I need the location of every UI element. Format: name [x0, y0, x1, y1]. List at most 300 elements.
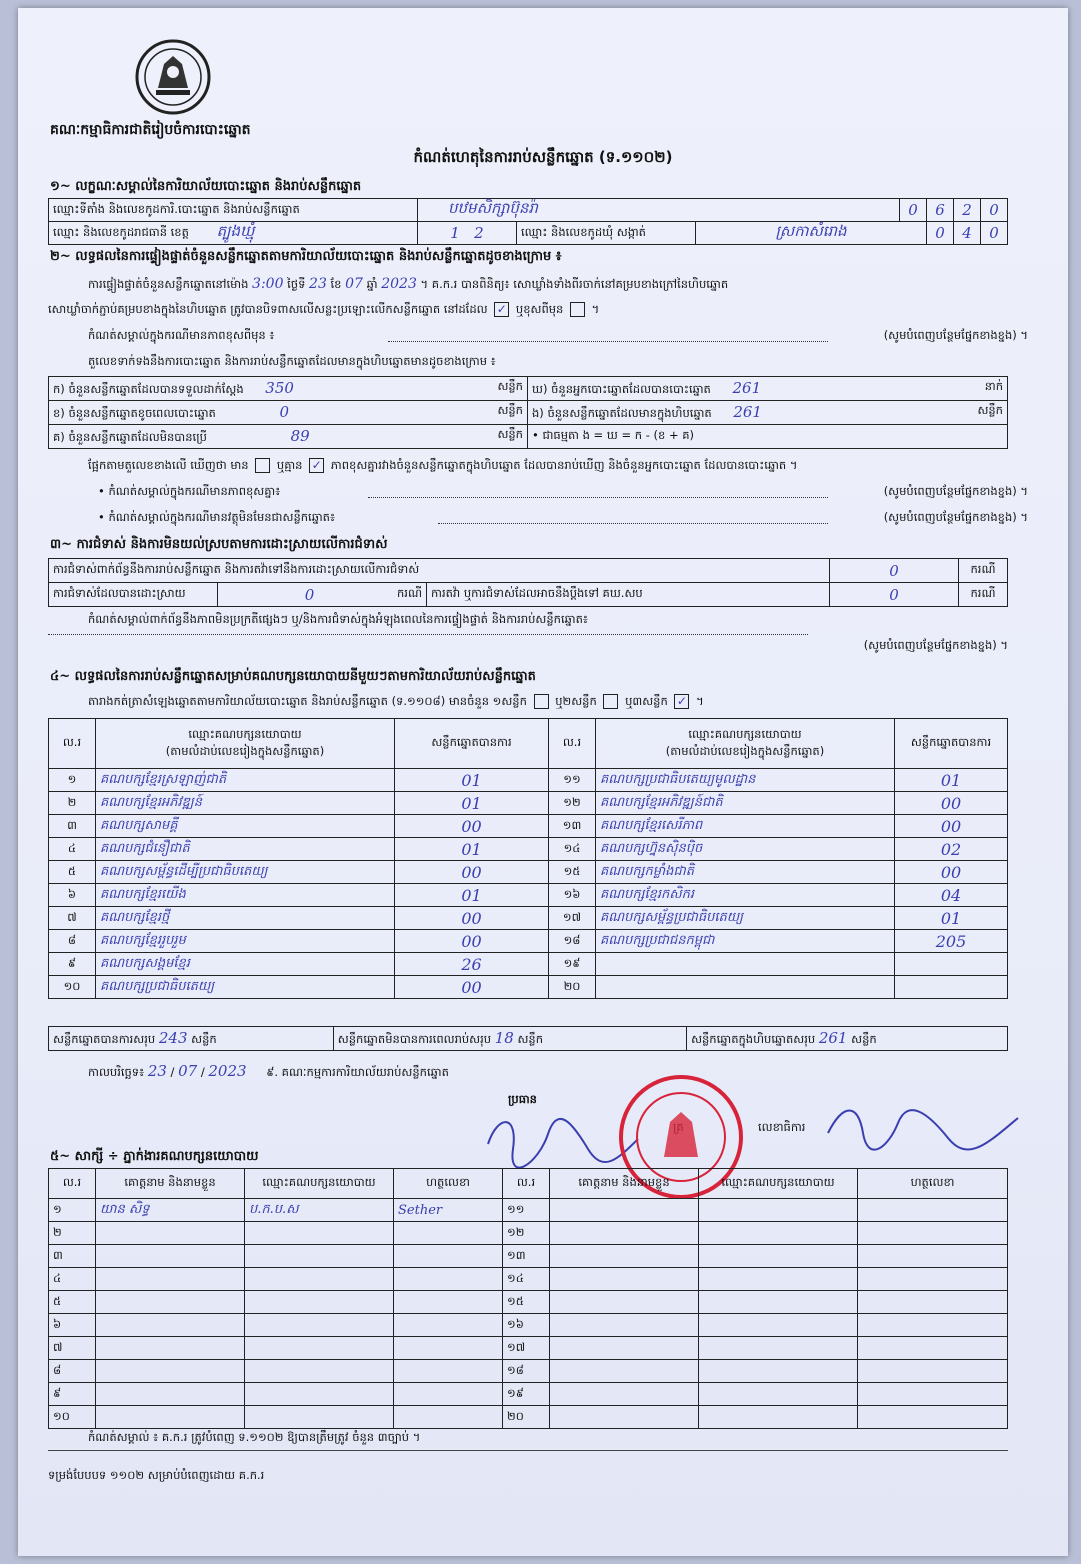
party-no: ២០: [549, 976, 596, 999]
witness-no: ១៣: [503, 1245, 550, 1268]
see-back-note: (សូមបំពេញបន្ថែមផ្នែកខាងខ្នង) ។: [883, 510, 1028, 524]
results-header-row: [49, 719, 1008, 769]
party-name: គណបក្សសម្ព័ន្ធប្រជាធិបតេយ្យ: [596, 907, 895, 930]
changed-checkbox[interactable]: [570, 302, 585, 317]
unused-ballots-label: គ) ចំនួនសន្លឹកឆ្នោតដែលមិនបានប្រើ: [53, 429, 207, 444]
witness-party: [699, 1406, 858, 1429]
seal-text: សោឃ្លាំចាក់ភ្ជាប់គម្របខាងក្នុងនៃហិបឆ្នោត ត្រូវបានបិទពាសលើសន្លះប្រឡោះលើកសន្លឹកឆ្នោត នៅដដែល: [48, 302, 488, 316]
party-votes: 26: [395, 953, 549, 976]
dotted-line: [438, 523, 828, 524]
valid-total-label: សន្លឹកឆ្នោតបានការសរុប: [53, 1031, 156, 1046]
witness-no: ២០: [503, 1406, 550, 1429]
commune-name: ស្រកាសំរោង: [696, 222, 927, 245]
party-votes: 00: [395, 861, 549, 884]
col-votes: សន្លឹកឆ្នោតបានការ: [895, 719, 1008, 769]
party-votes: 01: [395, 769, 549, 792]
ballots-received-value: 350: [265, 378, 294, 397]
verification-line: [88, 276, 728, 294]
voters-label: ឃ) ចំនួនអ្នកបោះឆ្នោតដែលបានបោះឆ្នោត: [532, 381, 711, 396]
period: ។: [696, 694, 704, 708]
verify-month: 07: [345, 276, 363, 292]
witness-party: [699, 1268, 858, 1291]
witness-party: [699, 1314, 858, 1337]
witness-row: [49, 1406, 1008, 1429]
party-no: ១១: [549, 769, 596, 792]
witness-name: [550, 1222, 699, 1245]
ballot-row: [49, 377, 1008, 401]
col-party-sub: (តាមលំដាប់លេខរៀងក្នុងសន្លឹកឆ្នោត): [165, 743, 325, 758]
witness-no: ១៥: [503, 1291, 550, 1314]
col-party-sub: (តាមលំដាប់លេខរៀងក្នុងសន្លឹកឆ្នោត): [665, 743, 825, 758]
witness-signature: [394, 1314, 503, 1337]
commune-label: ឈ្មោះ និងលេខកូដឃុំ សង្កាត់: [517, 222, 696, 245]
results-table: [48, 718, 1008, 999]
col-sign: ហត្ថលេខា: [858, 1169, 1008, 1199]
party-votes: 205: [895, 930, 1008, 953]
resolved-value: 0: [304, 585, 315, 604]
unit: សន្លឹក: [517, 1031, 544, 1046]
witness-name: [550, 1268, 699, 1291]
party-name: គណបក្សជំនឿជាតិ: [96, 838, 395, 861]
witness-party: ប.ក.ប.ស: [245, 1199, 394, 1222]
see-back-note: (សូមបំពេញបន្ថែមផ្នែកខាងខ្នង) ។: [863, 638, 1008, 652]
result-row: [49, 792, 1008, 815]
witness-no: ១៩: [503, 1383, 550, 1406]
witness-name: [550, 1245, 699, 1268]
party-no: ១៩: [549, 953, 596, 976]
witness-name: [550, 1337, 699, 1360]
province-code-digit: 1: [450, 224, 460, 242]
tally-intro: [88, 694, 704, 711]
witness-signature: [394, 1383, 503, 1406]
witness-name: [96, 1383, 245, 1406]
complaints-value: 0: [830, 559, 959, 583]
party-votes: 00: [395, 930, 549, 953]
section3-heading: ៣~ ការជំទាស់ និងការមិនយល់ស្របតាមការដោះស្រាយលើការជំទាស់: [50, 537, 388, 552]
witness-signature: [394, 1337, 503, 1360]
party-no: ៦: [49, 884, 96, 907]
spoiled-ballots-label: ខ) ចំនួនសន្លឹកឆ្នោតខូចពេលបោះឆ្នោត: [53, 405, 216, 420]
three-sheet-checkbox[interactable]: ✓: [674, 694, 689, 709]
witness-party: [245, 1406, 394, 1429]
witness-no: ១៦: [503, 1314, 550, 1337]
party-votes: 04: [895, 884, 1008, 907]
col-no: ល.រ: [549, 719, 596, 769]
year-label: ឆ្នាំ: [366, 277, 378, 291]
witness-no: ១៤: [503, 1268, 550, 1291]
valid-total-value: 243: [158, 1028, 188, 1047]
witness-no: ៤: [49, 1268, 96, 1291]
col-no: ល.រ: [49, 1169, 96, 1199]
party-no: ១៤: [549, 838, 596, 861]
section1-heading: ១~ លក្ខណៈសម្គាល់នៃការិយាល័យបោះឆ្នោត និងរាប់សន្លឹកឆ្នោត: [50, 179, 362, 194]
three-sheet-label: ឬ៣សន្លឹក: [625, 694, 668, 708]
witness-signature: [394, 1268, 503, 1291]
province-code-digit: 2: [474, 224, 484, 242]
witness-name: [550, 1383, 699, 1406]
party-name: គណបក្សហ្វ៊ុនស៊ិនប៉ិច: [596, 838, 895, 861]
irregularity-note: កំណត់សម្គាល់ពាក់ព័ន្ធនឹងភាពមិនប្រក្រតីផ្សេងៗ ឬ/និងការជំទាស់ក្នុងអំឡុងពេលនៃការផ្ទៀងផ្ទាត់ និងការរាប់សន្លឹកឆ្នោត៖: [88, 612, 588, 626]
party-votes: 00: [895, 815, 1008, 838]
difference-note-label: • កំណត់សម្គាល់ក្នុងករណីមានភាពខុសគ្នា៖: [98, 484, 281, 498]
witness-party: [245, 1222, 394, 1245]
day-label: ថ្ងៃទី: [287, 277, 306, 291]
party-no: ៨: [49, 930, 96, 953]
party-name: [596, 976, 895, 999]
witness-row: [49, 1245, 1008, 1268]
station-code-digit: 0: [900, 199, 927, 222]
commune-code-digit: 4: [954, 222, 981, 245]
see-back-note: (សូមបំពេញបន្ថែមផ្នែកខាងខ្នង) ។: [883, 328, 1028, 342]
witness-party: [245, 1291, 394, 1314]
witness-party: [699, 1337, 858, 1360]
difference-text: ភាពខុសគ្នារវាងចំនួនសន្លឹកឆ្នោតក្នុងហិបឆ្នោត ដែលបានរាប់ឃើញ និងចំនួនអ្នកបោះឆ្នោត ដែលបានបោះឆ្នោត ។: [330, 458, 798, 472]
no-difference-label: ឬគ្មាន: [276, 458, 303, 472]
witness-party: [245, 1337, 394, 1360]
commune-code-digit: 0: [981, 222, 1008, 245]
appeals-label: ការតវ៉ា ឬការជំទាស់ដែលអាចនឹងប្តឹងទៅ គឃ.សប: [427, 583, 830, 607]
unit: ករណី: [959, 583, 1008, 607]
witness-party: [699, 1222, 858, 1245]
result-row: [49, 838, 1008, 861]
invalid-total-value: 18: [494, 1028, 514, 1047]
party-votes: 01: [895, 907, 1008, 930]
witness-signature: [394, 1245, 503, 1268]
station-table: [48, 198, 1008, 245]
party-name: គណបក្សសម្ព័ន្ធដើម្បីប្រជាធិបតេយ្យ: [96, 861, 395, 884]
party-votes: 00: [395, 815, 549, 838]
party-name: [596, 953, 895, 976]
date-month: 07: [178, 1062, 198, 1080]
witness-no: ៣: [49, 1245, 96, 1268]
dotted-line: [388, 341, 828, 342]
witness-no: ៦: [49, 1314, 96, 1337]
party-name: គណបក្សខ្មែរសេរីភាព: [596, 815, 895, 838]
witness-signature: [858, 1199, 1008, 1222]
change-note-line: [88, 328, 1028, 345]
col-party: ឈ្មោះគណបក្សនយោបាយ: [245, 1169, 394, 1199]
two-sheet-label: ឬ២សន្លឹក: [555, 694, 597, 708]
ballots-in-box-value: 261: [733, 402, 762, 421]
witness-signature: [858, 1314, 1008, 1337]
witness-no: ៩: [49, 1383, 96, 1406]
witness-table: [48, 1168, 1008, 1429]
no-difference-checkbox[interactable]: ✓: [309, 458, 324, 473]
section4-heading: ៤~ លទ្ធផលនៃការរាប់សន្លឹកឆ្នោតសម្រាប់គណបក្សនយោបាយនីមួយៗតាមការិយាល័យរាប់សន្លឹកឆ្នោត: [50, 669, 536, 684]
party-no: ៤: [49, 838, 96, 861]
result-row: [49, 769, 1008, 792]
party-no: ១៨: [549, 930, 596, 953]
unit: នាក់: [984, 378, 1003, 393]
witness-name: [96, 1360, 245, 1383]
has-difference-checkbox[interactable]: [255, 458, 270, 473]
party-no: ១២: [549, 792, 596, 815]
seal-line: [48, 302, 599, 319]
witness-signature: [394, 1360, 503, 1383]
witness-party: [245, 1314, 394, 1337]
party-votes: 01: [395, 838, 549, 861]
date-year: 2023: [208, 1062, 247, 1080]
party-no: ១៣: [549, 815, 596, 838]
result-row: [49, 976, 1008, 999]
verification-text: ។ គ.ក.រ បានពិនិត្យ៖ សោឃ្លាំងទាំងពីរចាក់នៅគម្របខាងក្រៅនៃហិបឆ្នោត: [420, 277, 729, 291]
province-label: ឈ្មោះ និងលេខកូដរាជធានី ខេត្ត: [53, 225, 189, 239]
time-label: ការផ្ទៀងផ្ទាត់ចំនួនសន្លឹកឆ្នោតនៅម៉ោង: [88, 277, 249, 291]
foreign-object-note: [98, 510, 1028, 527]
party-no: ២: [49, 792, 96, 815]
witness-name: [96, 1406, 245, 1429]
witness-party: [699, 1360, 858, 1383]
unit: សន្លឹក: [497, 426, 523, 441]
party-name: គណបក្សកម្លាំងជាតិ: [596, 861, 895, 884]
ballot-row: [49, 425, 1008, 449]
difference-line: [88, 458, 797, 475]
witness-header-row: [49, 1169, 1008, 1199]
unit: ករណី: [397, 585, 422, 600]
witness-no: ២: [49, 1222, 96, 1245]
party-name: គណបក្សប្រជាធិបតេយ្យមូលដ្ឋាន: [596, 769, 895, 792]
witness-name: យាន សិទ្ធ: [96, 1199, 245, 1222]
see-back-note: (សូមបំពេញបន្ថែមផ្នែកខាងខ្នង) ។: [883, 484, 1028, 498]
unit: សន្លឹក: [977, 402, 1003, 417]
box-total-label: សន្លឹកឆ្នោតក្នុងហិបឆ្នោតសរុប: [691, 1031, 816, 1046]
witness-no: ១៧: [503, 1337, 550, 1360]
witness-party: [245, 1383, 394, 1406]
witness-party: [245, 1245, 394, 1268]
ballots-received-label: ក) ចំនួនសន្លឹកឆ្នោតដែលបានទទួលដាក់ស្តែង: [53, 381, 244, 396]
witness-no: ១០: [49, 1406, 96, 1429]
one-sheet-label: តារាងកត់ត្រាសំឡេងឆ្នោតតាមការិយាល័យបោះឆ្នោត និងរាប់សន្លឹកឆ្នោត (ទ.១១០៨) មានចំនួន ១សន្លឹក: [88, 694, 527, 708]
party-name: គណបក្សខ្មែរថ្មី: [96, 907, 395, 930]
party-votes: [895, 976, 1008, 999]
committee-label: ៩. គណៈកម្មការការិយាល័យរាប់សន្លឹកឆ្នោត: [266, 1065, 449, 1079]
witness-party: [699, 1199, 858, 1222]
change-note-label: កំណត់សម្គាល់ក្នុងករណីមានភាពខុសពីមុន ៖: [88, 328, 275, 342]
section5-heading: ៥~ សាក្សី ÷ ភ្នាក់ងារគណបក្សនយោបាយ: [50, 1149, 259, 1164]
result-row: [49, 953, 1008, 976]
commune-code-digit: 0: [927, 222, 954, 245]
party-name: គណបក្សខ្មែររួបរួម: [96, 930, 395, 953]
party-no: ១: [49, 769, 96, 792]
witness-row: [49, 1222, 1008, 1245]
party-name: គណបក្សខ្មែរយើង: [96, 884, 395, 907]
col-party: ឈ្មោះគណបក្សនយោបាយ: [688, 726, 802, 741]
party-no: ៥: [49, 861, 96, 884]
witness-name: [550, 1406, 699, 1429]
witness-row: [49, 1337, 1008, 1360]
witness-name: [96, 1268, 245, 1291]
witness-no: ៥: [49, 1291, 96, 1314]
party-no: ១៧: [549, 907, 596, 930]
province-name: ត្បូងឃ្មុំ: [216, 222, 255, 240]
result-row: [49, 884, 1008, 907]
org-name: គណៈកម្មាធិការជាតិរៀបចំការបោះឆ្នោត: [50, 122, 251, 138]
col-no: ល.រ: [503, 1169, 550, 1199]
dotted-line: [48, 634, 808, 635]
party-name: គណបក្សខ្មែរស្រឡាញ់ជាតិ: [96, 769, 395, 792]
witness-name: [96, 1222, 245, 1245]
unit: សន្លឹក: [851, 1031, 877, 1046]
witness-no: ១១: [503, 1199, 550, 1222]
ballot-row: [49, 401, 1008, 425]
col-name: គោត្តនាម និងនាមខ្លួន: [96, 1169, 245, 1199]
witness-party: [699, 1245, 858, 1268]
one-sheet-checkbox[interactable]: [534, 694, 549, 709]
col-name: គោត្តនាម និងនាមខ្លួន: [550, 1169, 699, 1199]
station-code-digit: 0: [981, 199, 1008, 222]
totals-table: [48, 1026, 1008, 1051]
witness-name: [550, 1291, 699, 1314]
witness-row: [49, 1199, 1008, 1222]
month-label: ខែ: [330, 277, 342, 291]
party-votes: 01: [395, 884, 549, 907]
result-row: [49, 861, 1008, 884]
witness-signature: [858, 1268, 1008, 1291]
witness-signature: [858, 1245, 1008, 1268]
difference-has-label: ផ្អែកតាមតួលេខខាងលើ ឃើញថា មាន: [88, 458, 249, 472]
date-line: កាលបរិច្ឆេទ៖ 23 / 07 / 2023 ៩. គណៈកម្មការការិយាល័យរាប់សន្លឹកឆ្នោត: [88, 1062, 449, 1080]
unit: សន្លឹក: [191, 1031, 217, 1046]
complaints-table: [48, 558, 1008, 607]
col-party: ឈ្មោះគណបក្សនយោបាយ: [188, 726, 302, 741]
ballots-in-box-label: ង) ចំនួនសន្លឹកឆ្នោតដែលមានក្នុងហិបឆ្នោត: [532, 405, 712, 420]
party-no: ១០: [49, 976, 96, 999]
unused-ballots-value: 89: [290, 426, 310, 445]
form-caption: ទម្រង់បែបបទ ១១០២ សម្រាប់បំពេញដោយ គ.ក.រ: [48, 1468, 265, 1482]
col-party: ឈ្មោះគណបក្សនយោបាយ: [699, 1169, 858, 1199]
witness-name: [550, 1199, 699, 1222]
party-votes: 00: [895, 792, 1008, 815]
resolved-label: ការជំទាស់ដែលបានដោះស្រាយ: [49, 583, 218, 607]
party-no: ៣: [49, 815, 96, 838]
form-sheet: [18, 8, 1068, 1556]
nec-seal-logo: [134, 38, 212, 116]
witness-signature: [858, 1406, 1008, 1429]
witness-signature: [858, 1222, 1008, 1245]
party-no: ៧: [49, 907, 96, 930]
result-row: [49, 907, 1008, 930]
foreign-object-label: • កំណត់សម្គាល់ក្នុងករណីមានវត្ថុមិនមែនជាសន្លឹកឆ្នោត៖: [98, 510, 336, 524]
party-votes: 00: [395, 976, 549, 999]
secretary-signature: [818, 1098, 1028, 1158]
party-votes: 02: [895, 838, 1008, 861]
section2-heading: ២~ លទ្ធផលនៃការផ្ទៀងផ្ទាត់ចំនួនសន្លឹកឆ្នោតតាមការិយាល័យបោះឆ្នោត និងរាប់សន្លឹកឆ្នោតដូចខាងក្រោម ៖: [50, 249, 562, 264]
witness-signature: Sether: [394, 1199, 503, 1222]
party-no: ១៥: [549, 861, 596, 884]
verify-time: 3:00: [252, 276, 284, 292]
col-sign: ហត្ថលេខា: [394, 1169, 503, 1199]
witness-signature: [858, 1360, 1008, 1383]
station-code-digit: 6: [927, 199, 954, 222]
date-label: កាលបរិច្ឆេទ៖: [88, 1065, 145, 1079]
witness-no: ៧: [49, 1337, 96, 1360]
col-no: ល.រ: [49, 719, 96, 769]
party-no: ៩: [49, 953, 96, 976]
party-votes: 00: [395, 907, 549, 930]
witness-no: ៨: [49, 1360, 96, 1383]
form-title: កំណត់ហេតុនៃការរាប់សន្លឹកឆ្នោត (ទ.១១០២): [413, 148, 673, 166]
two-sheet-checkbox[interactable]: [603, 694, 618, 709]
divider: [48, 1450, 1008, 1451]
party-name: គណបក្សសង្គមខ្មែរ: [96, 953, 395, 976]
witness-no: ១២: [503, 1222, 550, 1245]
witness-signature: [394, 1406, 503, 1429]
party-votes: 00: [895, 861, 1008, 884]
difference-note: [98, 484, 1028, 501]
witness-no: ១: [49, 1199, 96, 1222]
party-votes: 01: [395, 792, 549, 815]
party-name: គណបក្សប្រជាជនកម្ពុជា: [596, 930, 895, 953]
witness-party: [245, 1268, 394, 1291]
secretary-label: លេខាធិការ: [758, 1120, 806, 1134]
witness-row: [49, 1314, 1008, 1337]
unchanged-checkbox[interactable]: ✓: [494, 302, 509, 317]
witness-signature: [858, 1337, 1008, 1360]
party-name: គណបក្សខ្មែរអភិវឌ្ឍន៍: [96, 792, 395, 815]
table-intro: តួលេខទាក់ទងនឹងការបោះឆ្នោត និងការរាប់សន្លឹកឆ្នោតដែលមានក្នុងហិបឆ្នោតមានដូចខាងក្រោម ៖: [88, 354, 496, 368]
witness-name: [96, 1337, 245, 1360]
unit: ករណី: [959, 559, 1008, 583]
witness-row: [49, 1268, 1008, 1291]
date-day: 23: [147, 1062, 167, 1080]
party-name: គណបក្សខ្មែរអភិវឌ្ឍន៍ជាតិ: [596, 792, 895, 815]
station-code-digit: 2: [954, 199, 981, 222]
box-total-value: 261: [818, 1028, 848, 1047]
col-votes: សន្លឹកឆ្នោតបានការ: [395, 719, 549, 769]
party-votes: 01: [895, 769, 1008, 792]
witness-row: [49, 1383, 1008, 1406]
formula: • ជាធម្មតា ង = ឃ = ក - (ខ + គ): [528, 425, 1008, 449]
witness-name: [96, 1291, 245, 1314]
invalid-total-label: សន្លឹកឆ្នោតមិនបានការពេលរាប់សរុប: [337, 1031, 492, 1046]
witness-name: [550, 1360, 699, 1383]
footer-note: កំណត់សម្គាល់ ៖ គ.ក.រ ត្រូវបំពេញ ទ.១១០២ ឱ្យបានត្រឹមត្រូវ ចំនួន ៣ច្បាប់ ។: [88, 1430, 421, 1444]
complaints-label: ការជំទាស់ពាក់ព័ន្ធនឹងការរាប់សន្លឹកឆ្នោត និងការតវ៉ាទៅនឹងការដោះស្រាយលើការជំទាស់: [49, 559, 830, 583]
dotted-line: [368, 497, 828, 498]
party-name: គណបក្សខ្មែរកសិករ: [596, 884, 895, 907]
party-name: គណបក្សសាមគ្គី: [96, 815, 395, 838]
witness-name: [96, 1314, 245, 1337]
witness-signature: [858, 1291, 1008, 1314]
unit: សន្លឹក: [497, 402, 523, 417]
verify-day: 23: [309, 276, 327, 292]
party-votes: [895, 953, 1008, 976]
unit: សន្លឹក: [497, 378, 523, 393]
station-name: បឋមសិក្សាប៊ុនរ៉ា: [418, 199, 900, 222]
witness-signature: [858, 1383, 1008, 1406]
changed-label: ឬខុសពីមុន: [515, 302, 564, 316]
result-row: [49, 930, 1008, 953]
party-name: គណបក្សប្រជាធិបតេយ្យ: [96, 976, 395, 999]
voters-value: 261: [732, 378, 762, 397]
witness-name: [96, 1245, 245, 1268]
witness-party: [699, 1291, 858, 1314]
ballot-count-table: [48, 376, 1008, 449]
party-no: ១៦: [549, 884, 596, 907]
chair-label: ប្រធាន: [508, 1092, 537, 1106]
witness-row: [49, 1291, 1008, 1314]
witness-signature: [394, 1291, 503, 1314]
spoiled-ballots-value: 0: [279, 402, 290, 421]
appeals-value: 0: [830, 583, 959, 607]
witness-party: [245, 1360, 394, 1383]
witness-party: [699, 1383, 858, 1406]
witness-no: ១៨: [503, 1360, 550, 1383]
station-label: ឈ្មោះទីតាំង និងលេខកូដការិ.បោះឆ្នោត និងរាប់សន្លឹកឆ្នោត: [49, 199, 418, 222]
witness-row: [49, 1360, 1008, 1383]
period: ។: [591, 302, 600, 316]
witness-name: [550, 1314, 699, 1337]
